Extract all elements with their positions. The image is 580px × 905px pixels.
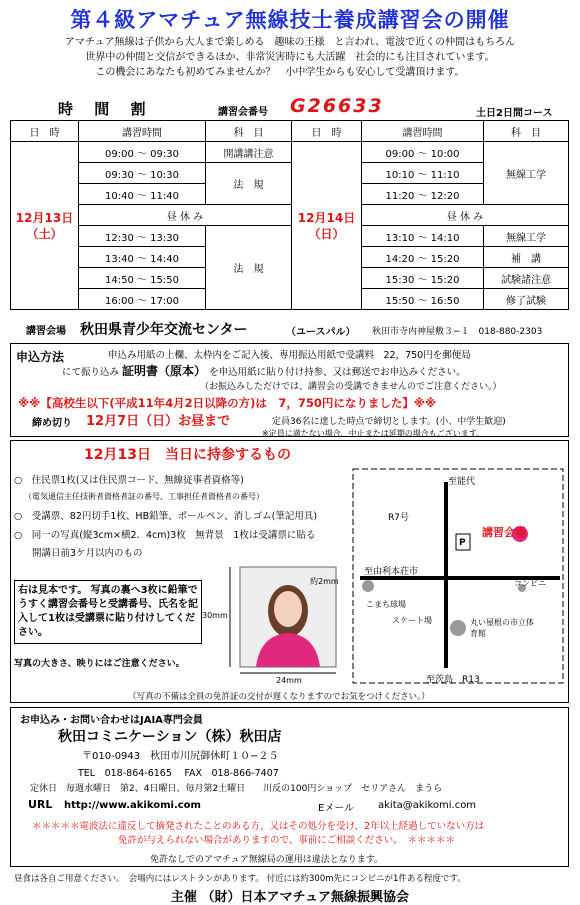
url-link[interactable]: http://www.akikomi.com	[64, 800, 201, 811]
subject-cell: 修了試験	[484, 289, 569, 310]
venue-name: 秋田県青少年交流センター	[80, 322, 248, 338]
header-time: 講習時間	[79, 121, 206, 142]
subject-cell: 試験諸注意	[484, 268, 569, 289]
bring-item: ○ 同一の写真(縦3cm×横2．4cm)3枚 無背景 1枚は受講票に貼る	[14, 530, 316, 541]
contact-head: お申込み・お問い合わせはJAIA専門会員	[20, 715, 203, 726]
deadline-label: 締め切り	[32, 418, 72, 429]
time-cell: 10:10 ～ 11:10	[362, 163, 484, 184]
intro-line-3: この機会にあなたも初めてみませんか？ 小中学生からも安心して受講頂けます。	[95, 67, 465, 78]
komachi-marker	[362, 580, 374, 592]
time-cell: 14:20 ～ 15:20	[362, 247, 484, 268]
email-link[interactable]: akita@akikomi.com	[378, 800, 477, 811]
venue-address: 秋田市寺内神屋敷３−１ 018-880-2303	[372, 327, 543, 337]
deadline-note: 定員36名に達した時点で締切とします。(小、中学生歓迎)	[272, 417, 506, 427]
time-cell: 14:50 ～ 15:50	[79, 268, 206, 289]
warn-line-2: 免許が与えられない場合がありますので、事前にご相談ください。 ＊＊＊＊＊	[118, 835, 456, 846]
schedule-table	[10, 120, 569, 310]
time-cell: 11:20 ～ 12:20	[362, 184, 484, 205]
schedule-title: 時 間 割	[58, 100, 154, 118]
time-cell: 09:00 ～ 10:00	[362, 142, 484, 163]
day2-cell: 12月14日 （日）	[292, 142, 362, 310]
map-skate: スケート場	[392, 616, 432, 625]
email-label: Eメール	[318, 803, 355, 814]
map-gym: 丸い屋根の市立体育館	[470, 618, 534, 638]
face	[274, 591, 302, 627]
course-type: 土日2日間コース	[476, 108, 553, 119]
header-date-2: 日 時	[292, 121, 362, 142]
map-honjo: 至由利本荘市	[364, 567, 419, 577]
food-note: 昼食は各自ご用意ください。 会場内にはレストランがあります。 付近には約300m先にコンビニが1件ある程度です。	[14, 874, 466, 884]
dim-bottom: 24mm	[276, 676, 302, 685]
warn-line-1: ＊＊＊＊＊電波法に違反して摘発されたことのある方、又はその処分を受け、2年以上経過していない方は	[32, 821, 485, 832]
map-venue: 講習会場	[482, 526, 526, 539]
bring-item: （電気通信主任技術者資格者証の番号、工事担任者資格者の番号）	[24, 492, 264, 501]
header-subject: 科 目	[206, 121, 292, 142]
shop-name: 秋田コミニケーション（株）秋田店	[58, 729, 282, 745]
apply-note: ※定員に満たない場合、中止または延期の場合もございます。	[262, 429, 485, 438]
header-subject-2: 科 目	[484, 121, 569, 142]
url-label: URL	[28, 798, 53, 811]
license-note: 免許なしでのアマチュア無線局の運用は違法となります。	[150, 855, 384, 865]
map-komachi: こまち球場	[366, 600, 406, 609]
venue-label: 講習会場	[26, 326, 66, 337]
bring-item: ○ 受講票、82円切手1枚、HB鉛筆、ボールペン、消しゴム(筆記用具)	[14, 511, 318, 522]
subject-cell: 無線工学	[484, 226, 569, 247]
course-code: G26633	[290, 95, 384, 117]
venue-sub: （ユースパル）	[286, 327, 356, 338]
time-cell: 16:00 ～ 17:00	[79, 289, 206, 310]
time-cell: 10:40 ～ 11:40	[79, 184, 206, 205]
apply-label: 申込方法	[16, 350, 65, 364]
subject-cell: 無線工学	[484, 142, 569, 205]
dim-side: 30mm	[202, 611, 228, 620]
deadline: 12月7日（日）お昼まで	[86, 414, 231, 429]
shop-holiday: 定休日 毎週水曜日 第2、4日曜日、毎月第2土曜日 川反の100円ショップ セリアさん まうら	[30, 784, 443, 794]
header-date: 日 時	[11, 121, 79, 142]
photo-note: （写真の不備は全員の免許証の交付が遅くなりますのでお気をつけください。）	[128, 692, 430, 702]
time-cell: 15:30 ～ 15:20	[362, 268, 484, 289]
bring-item: ○ 住民票1枚(又は住民票コード、無線従事者資格等)	[14, 475, 244, 486]
map-conv: コンビニ	[514, 579, 546, 588]
dim-top: 約2mm	[310, 577, 339, 586]
intro-line-1: アマチュア無線は子供から大人まで楽しめる 趣味の王様 と言われ、電波で近くの仲間はもちろん	[64, 37, 516, 48]
size-note: 写真の大きさ、映りにはご注意ください。	[14, 659, 185, 669]
time-cell: 09:30 ～ 10:30	[79, 163, 206, 184]
code-label: 講習会番号	[218, 107, 268, 118]
day1-cell: 12月13日 （土）	[11, 142, 79, 310]
student-fee: ※※【高校生以下(平成11年4月2日以降の方)は 7，750円になりました】※※	[18, 396, 437, 410]
time-cell: 13:10 ～ 14:10	[362, 226, 484, 247]
map-south: 至茨島 R13	[426, 675, 480, 685]
map-north: 至能代	[448, 477, 476, 487]
subject-cell: 法 規	[206, 226, 292, 310]
time-cell: 12:30 ～ 13:30	[79, 226, 206, 247]
header-time-2: 講習時間	[362, 121, 484, 142]
apply-line-2: にて振り込み 証明書（原本） を申込用紙に貼り付け持参、又は郵送でお申込みください。	[62, 364, 466, 378]
gym-marker	[450, 620, 466, 636]
subject-cell: 補 講	[484, 247, 569, 268]
map-r7: R7号	[388, 513, 409, 523]
apply-line-1: 申込み用紙の上欄、太枠内をご記入後、専用振込用紙で受講料 22，750円を郵便局	[108, 350, 471, 361]
intro-line-2: 世界中の仲間と交信ができるほか、非常災害時にも大活躍 社会的にも注目されています。	[85, 52, 495, 63]
subject-cell: 開講講注意	[206, 142, 292, 163]
lunch-cell: 昼 休 み	[79, 205, 292, 226]
time-cell: 09:00 ～ 09:30	[79, 142, 206, 163]
map-parking: P	[459, 538, 466, 548]
lunch-cell: 昼 休 み	[362, 205, 569, 226]
sample-note: 右は見本です。 写真の裏へ3枚に鉛筆でうすく講習会番号と受講番号、氏名を記入して1枚は受講票に貼り付けしてください。	[14, 580, 202, 644]
apply-line-3: （お振込みしただけでは、講習会の受講できませんのでご注意ください。）	[200, 382, 502, 392]
bring-item: 開講日前3ケ月以内のもの	[32, 548, 143, 559]
page-title: 第４級アマチュア無線技士養成講習会の開催	[70, 8, 510, 32]
bring-title: 12月13日 当日に持参するもの	[84, 447, 291, 463]
time-cell: 15:50 ～ 16:50	[362, 289, 484, 310]
subject-cell: 法 規	[206, 163, 292, 205]
shop-tel: TEL 018-864-6165 FAX 018-866-7407	[78, 768, 279, 779]
shop-address: 〒010-0943 秋田市川尻御休町１０−２５	[82, 751, 279, 762]
host: 主催 （財）日本アマチュア無線振興協会	[170, 890, 410, 905]
time-cell: 13:40 ～ 14:40	[79, 247, 206, 268]
